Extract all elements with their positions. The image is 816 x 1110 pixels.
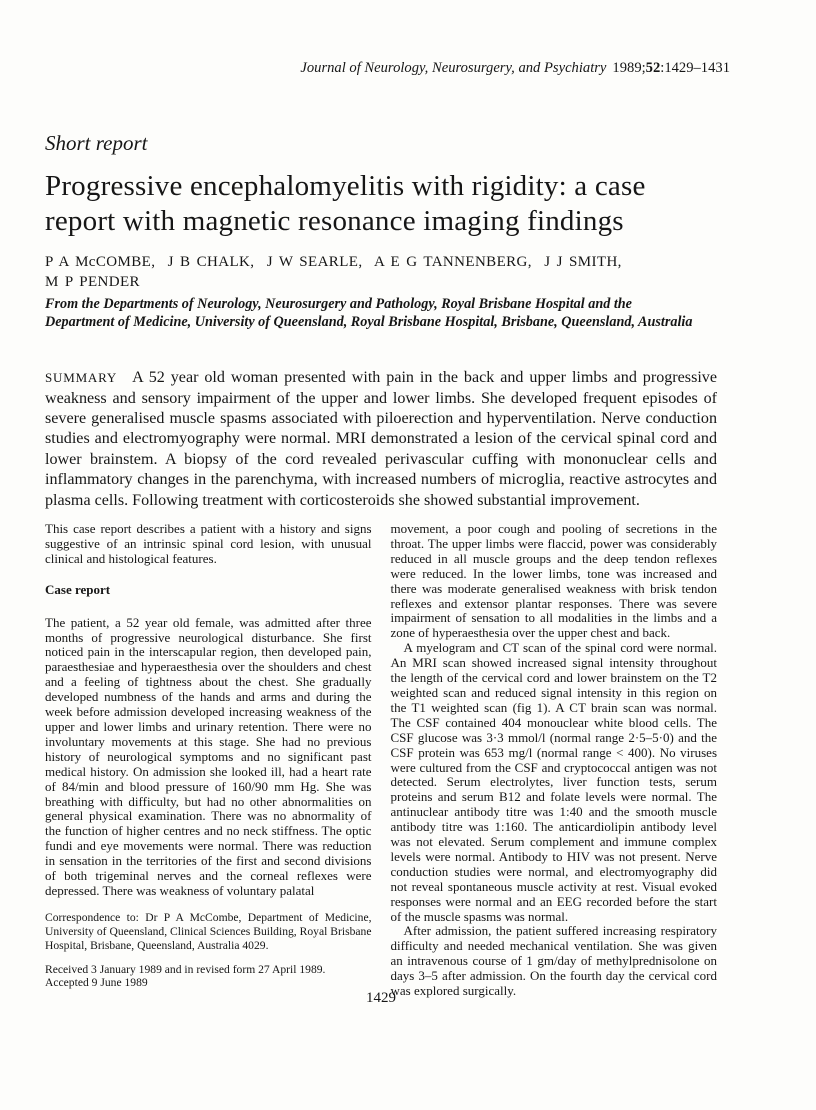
author-line-1: P A McCOMBE, J B CHALK, J W SEARLE, A E G TANNENBERG, J J SMITH, — [45, 254, 622, 270]
article-title — [45, 169, 745, 239]
journal-name: Journal of Neurology, Neurosurgery, and Psychiatry — [300, 60, 607, 76]
footnote-block — [45, 911, 372, 991]
article-title-line-2: report with magnetic resonance imaging findings — [45, 205, 624, 237]
body-paragraph-continuation: movement, a poor cough and pooling of secretions in the throat. The upper limbs were flaccid, power was considerably reduced in all muscle groups and the deep tendon reflexes were reduced. In the lower limbs, tone was increased and there was moderate generalised weakness with brisk tendon reflexes and extensor plantar responses. There was severe impairment of sensation to all modalities in the limbs and a zone of hyperaesthesia over the upper chest and back. — [390, 521, 717, 641]
summary-text: A 52 year old woman presented with pain in the back and upper limbs and progressive weakness and sensory impairment of the upper and lower limbs. She developed frequent episodes of severe generalised muscle spasms associated with piloerection and hyperventilation. Nerve conduction studies and electromyography were normal. MRI demonstrated a lesion of the cervical spinal cord and lower brainstem. A biopsy of the cord revealed perivascular cuffing with mononuclear cells and inflammatory changes in the parenchyma, with increased numbers of microglia, reactive astrocytes and plasma cells. Following treatment with corticosteroids she showed substantial improvement. — [45, 369, 717, 509]
correspondence-note: Correspondence to: Dr P A McCombe, Department of Medicine, University of Queensland, Clinical Sciences Building, Royal Brisbane Hospital, Brisbane, Queensland, Australia 4029. — [45, 910, 372, 952]
right-column — [391, 522, 718, 999]
body-paragraph-investigations: A myelogram and CT scan of the spinal cord were normal. An MRI scan showed increased signal intensity throughout the length of the cervical cord and lower brainstem on the T2 weighted scan and reduced signal intensity in this region on the T1 weighted scan (fig 1). A CT brain scan was normal. The CSF contained 404 monouclear white blood cells. The CSF glucose was 3·3 mmol/l (normal range 2·5–5·0) and the CSF protein was 653 mg/l (normal range < 400). No viruses were cultured from the CSF and cryptococcal antigen was not detected. Serum electrolytes, liver function tests, serum proteins and serum B12 and folate levels were normal. The antinuclear antibody titre was 1:40 and the smooth muscle antibody titre was 1:160. The anticardiolipin antibody level was not elevated. Serum complement and immune complex levels were normal. Antibody to HIV was not present. Nerve conduction studies were normal, and electromyography did not reveal spontaneous muscle activity at rest. Visual evoked responses were normal and an EEG recorded before the start of the muscle spasms was normal. — [390, 640, 717, 924]
affiliation-line-2: Department of Medicine, University of Queensland, Royal Brisbane Hospital, Brisbane, Queensland, Australia — [45, 313, 693, 330]
body-paragraph-after-admission: After admission, the patient suffered increasing respiratory difficulty and needed mechanical ventilation. She was given an intravenous course of 1 gm/day of methylprednisolone on days 3–5 after admission. On the fourth day the cervical cord was explored surgically. — [390, 923, 717, 999]
affiliation-line-1: From the Departments of Neurology, Neurosurgery and Pathology, Royal Brisbane Hospital and the — [45, 296, 632, 312]
page-number: 1429 — [366, 990, 396, 1006]
case-report-paragraph: The patient, a 52 year old female, was admitted after three months of progressive neurological disturbance. She first noticed pain in the interscapular region, then developed pain, paraesthesiae and hyperaesthesia over the shoulders and chest and a feeling of tightness about the chest. She gradually developed numbness of the hands and arms and during the week before admission developed increasing weakness of the upper and lower limbs and urinary retention. There were no involuntary movements at this stage. She had no previous history of neurological symptoms and no significant past medical history. On admission she looked ill, had a heart rate of 84/min and blood pressure of 160/90 mm Hg. She was breathing with difficulty, but had no other abnormalities on general physical examination. There was no abnormality of the function of higher centres and no neck stiffness. The optic fundi and eye movements were normal. There was reduction in sensation in the territories of the first and second divisions of both trigeminal nerves and the corneal reflexes were depressed. There was weakness of voluntary palatal — [45, 614, 372, 898]
section-label: Short report — [45, 131, 148, 155]
received-accepted-block — [45, 963, 372, 991]
two-column-body — [45, 522, 717, 999]
intro-paragraph: This case report describes a patient with a history and signs suggestive of an intrinsic spinal cord lesion, with unusual clinical and histological features. — [45, 521, 372, 566]
author-list — [45, 252, 745, 292]
citation-pages: :1429–1431 — [660, 60, 730, 76]
received-note: Received 3 January 1989 and in revised form 27 April 1989. — [45, 962, 326, 976]
author-line-2: M P PENDER — [45, 274, 140, 290]
summary-label: SUMMARY — [45, 370, 118, 386]
citation-volume: 52 — [645, 60, 661, 76]
summary-paragraph — [45, 368, 717, 511]
citation-year: 1989; — [612, 60, 646, 76]
article-title-line-1: Progressive encephalomyelitis with rigidity: a case — [45, 170, 646, 202]
accepted-note: Accepted 9 June 1989 — [45, 976, 148, 990]
case-report-heading: Case report — [45, 581, 111, 597]
journal-citation — [300, 60, 730, 77]
left-column — [45, 522, 372, 999]
affiliation — [45, 296, 745, 331]
